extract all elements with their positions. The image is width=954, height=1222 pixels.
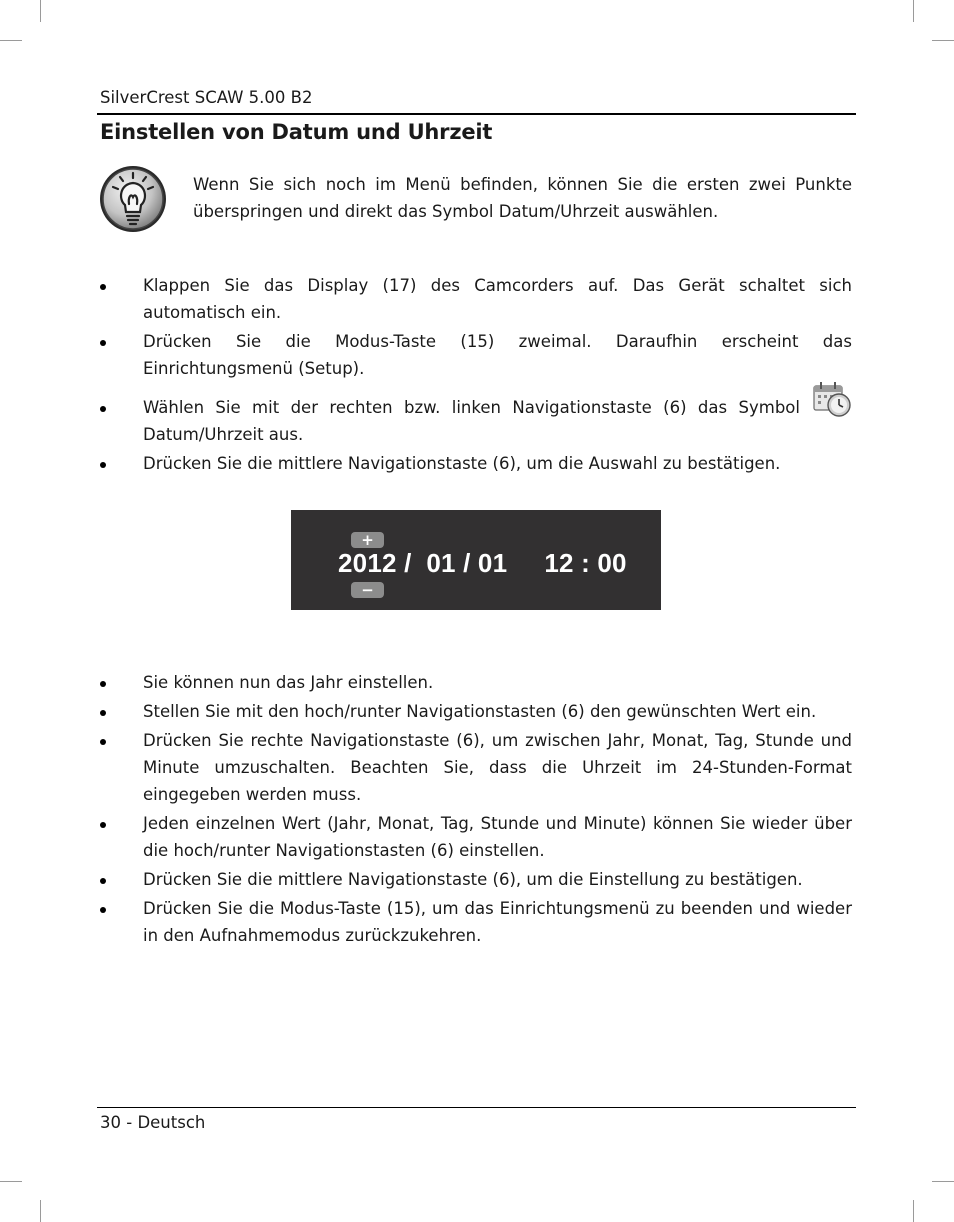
running-header: SilverCrest SCAW 5.00 B2: [100, 88, 313, 107]
list-item-text: Sie können nun das Jahr einstellen.: [143, 673, 434, 692]
list-item: [100, 698, 852, 725]
list-item-text: Klappen Sie das Display (17) des Camcorders auf. Das Gerät schaltet sich automatisch ein.: [143, 276, 852, 322]
list-item-text: Wählen Sie mit der rechten bzw. linken Navigationstaste (6) das Symbol Datum/Uhrzeit aus.: [143, 398, 800, 444]
bullet: [100, 878, 106, 884]
bullet: [100, 284, 106, 290]
crop-mark: [932, 1181, 954, 1182]
bullet: [100, 340, 106, 346]
list-item-text: Drücken Sie rechte Navigationstaste (6), um zwischen Jahr, Monat, Tag, Stunde und Minute umzuschalten. Beachten Sie, dass die Uhrzeit im 24-Stunden-Format eingegeben werden muss.: [143, 731, 852, 804]
list-item: [100, 810, 852, 864]
increase-button: +: [351, 532, 384, 548]
list-item: [100, 450, 852, 477]
crop-mark: [0, 1181, 22, 1182]
header-rule: [97, 113, 856, 115]
bullet: [100, 406, 106, 412]
crop-mark: [0, 40, 22, 41]
crop-mark: [913, 0, 914, 22]
list-item-text: Drücken Sie die Modus-Taste (15), um das Einrichtungsmenü zu beenden und wieder in den Aufnahmemodus zurückzukehren.: [143, 899, 852, 945]
list-item: [100, 895, 852, 949]
crop-mark: [40, 1200, 41, 1222]
tip-text: Wenn Sie sich noch im Menü befinden, können Sie die ersten zwei Punkte überspringen und direkt das Symbol Datum/Uhrzeit auswählen.: [193, 175, 852, 221]
page-number: 30 - Deutsch: [100, 1113, 206, 1132]
list-item-text: Drücken Sie die Modus-Taste (15) zweimal. Daraufhin erscheint das Einrichtungsmenü (Setup).: [143, 332, 852, 378]
calendar-clock-icon: [812, 380, 852, 418]
list-item: [100, 866, 852, 893]
list-item-text: Drücken Sie die mittlere Navigationstaste (6), um die Auswahl zu bestätigen.: [143, 454, 781, 473]
crop-mark: [40, 0, 41, 22]
section-title: Einstellen von Datum und Uhrzeit: [100, 120, 493, 144]
bullet: [100, 681, 106, 687]
footer-rule: [97, 1107, 856, 1108]
crop-mark: [913, 1200, 914, 1222]
list-item: [100, 394, 852, 448]
datetime-value: 2012 / 01 / 01 12 : 00: [338, 548, 627, 578]
crop-mark: [932, 40, 954, 41]
lightbulb-icon: [98, 164, 168, 234]
list-item-text: Drücken Sie die mittlere Navigationstaste (6), um die Einstellung zu bestätigen.: [143, 870, 803, 889]
list-item-text: Stellen Sie mit den hoch/runter Navigationstasten (6) den gewünschten Wert ein.: [143, 702, 817, 721]
bullet: [100, 710, 106, 716]
step-list: [100, 272, 852, 479]
datetime-display: [291, 510, 661, 610]
decrease-button: −: [351, 582, 384, 598]
list-item: [100, 727, 852, 808]
list-item: [100, 669, 852, 696]
bullet: [100, 462, 106, 468]
bullet: [100, 907, 106, 913]
bullet: [100, 739, 106, 745]
bullet: [100, 822, 106, 828]
list-item-text: Jeden einzelnen Wert (Jahr, Monat, Tag, Stunde und Minute) können Sie wieder über die hoch/runter Navigationstasten (6) einstellen.: [143, 814, 852, 860]
list-item: [100, 272, 852, 326]
list-item: [100, 328, 852, 382]
step-list: [100, 669, 852, 951]
